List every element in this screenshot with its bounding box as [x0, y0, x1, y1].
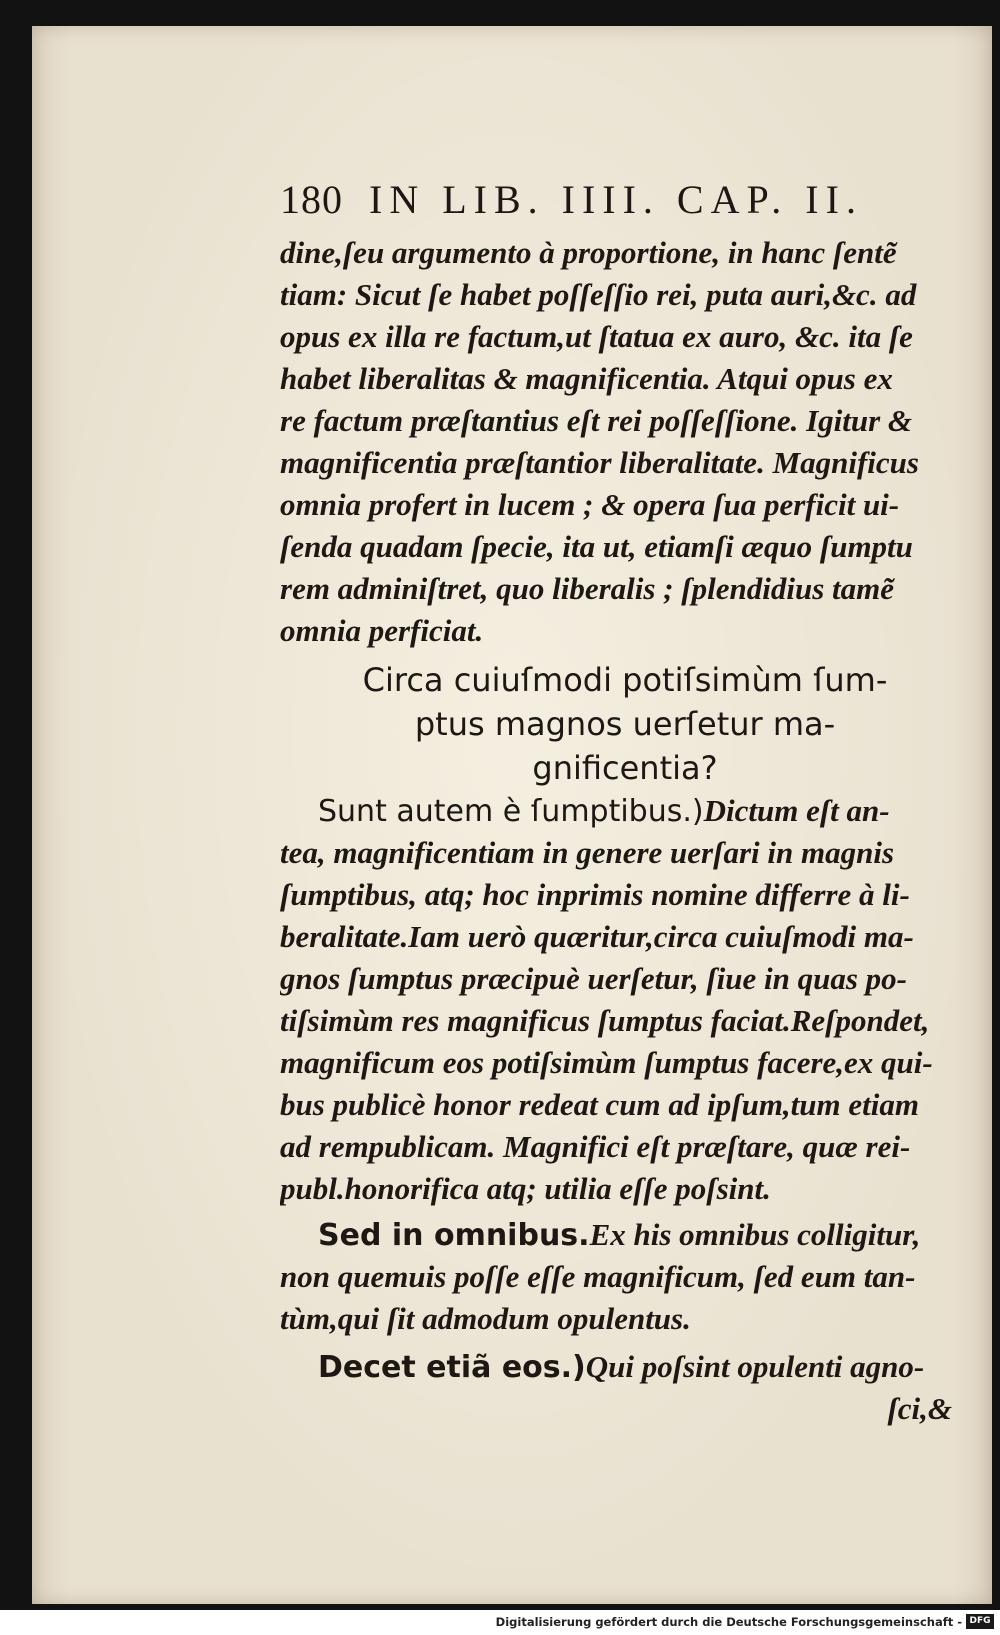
paragraph-2 [280, 790, 970, 1210]
line-rest: Ex his omnibus colligitur, [589, 1217, 921, 1252]
text-line: omnia perficiat. [280, 613, 484, 648]
text-line: tiam: Sicut ſe habet poſſeſſio rei, puta auri,&c. ad [280, 277, 917, 312]
text-line: magnificentia præſtantior liberalitate. Magnificus [280, 445, 919, 480]
text-line: ſumptibus, atq; hoc inprimis nomine differre à li- [280, 877, 910, 912]
text-block [280, 176, 970, 1430]
text-line: tiſsimùm res magnificus ſumptus faciat.Reſpondet, [280, 1003, 930, 1038]
text-line: publ.honorifica atq; utilia eſſe poſsint. [280, 1171, 771, 1206]
paragraph-4 [280, 1346, 970, 1430]
text-line: ad rempublicam. Magnifici eſt præſtare, quæ rei- [280, 1129, 911, 1164]
running-head [280, 176, 970, 232]
paragraph-3 [280, 1214, 970, 1340]
text-line: tùm,qui ſit admodum opulentus. [280, 1301, 691, 1336]
line-rest: Dictum eſt an- [703, 793, 890, 828]
catchword: ſci,& [887, 1391, 952, 1426]
text-line: re factum præſtantius eſt rei poſſeſſione. Igitur & [280, 403, 913, 438]
text-line: ſenda quadam ſpecie, ita ut, etiamſi æquo ſumptu [280, 529, 913, 564]
text-line: non quemuis poſſe eſſe magnificum, ſed eum tan- [280, 1259, 916, 1294]
lemma: Sed in omnibus. [318, 1218, 590, 1253]
text-line: bus publicè honor redeat cum ad ipſum,tum etiam [280, 1087, 919, 1122]
heading-line: ptus magnos uerſetur ma- [414, 705, 836, 743]
text-line: tea, magnificentiam in genere uerſari in magnis [280, 835, 895, 870]
text-line: opus ex illa re factum,ut ſtatua ex auro, &c. ita ſe [280, 319, 913, 354]
text-line [280, 1346, 970, 1388]
heading-line: gnificentia? [532, 749, 718, 787]
text-line: magnificum eos potiſsimùm ſumptus facere,ex qui- [280, 1045, 933, 1080]
funding-credit: Digitalisierung gefördert durch die Deutsche Forschungsgemeinschaft - [495, 1615, 962, 1629]
text-line: omnia profert in lucem ; & opera ſua perficit ui- [280, 487, 900, 522]
line-rest: Qui poſsint opulenti agno- [585, 1349, 925, 1384]
book-page [32, 26, 992, 1604]
text-line [280, 1214, 970, 1256]
dfg-logo-icon: DFG [966, 1614, 994, 1629]
paragraph-1 [280, 232, 970, 652]
text-line: dine,ſeu argumento à proportione, in hanc ſentẽ [280, 235, 897, 270]
text-line: beralitate.Iam uerò quæritur,circa cuiuſmodi ma- [280, 919, 914, 954]
running-head-title: IN LIB. IIII. CAP. II. [369, 177, 863, 222]
footer-strip [0, 1610, 1000, 1635]
text-line: gnos ſumptus præcipuè uerſetur, ſiue in quas po- [280, 961, 907, 996]
text-line [280, 790, 970, 832]
lemma: Decet etiã eos.) [318, 1350, 586, 1385]
text-line: rem adminiſtret, quo liberalis ; ſplendidius tamẽ [280, 571, 894, 606]
heading-line: Circa cuiuſmodi potiſsimùm ſum- [362, 661, 888, 699]
section-heading [280, 658, 970, 790]
page-number: 180 [280, 177, 343, 222]
text-line: habet liberalitas & magnificentia. Atqui opus ex [280, 361, 893, 396]
lemma: Sunt autem è ſumptibus.) [318, 794, 704, 829]
